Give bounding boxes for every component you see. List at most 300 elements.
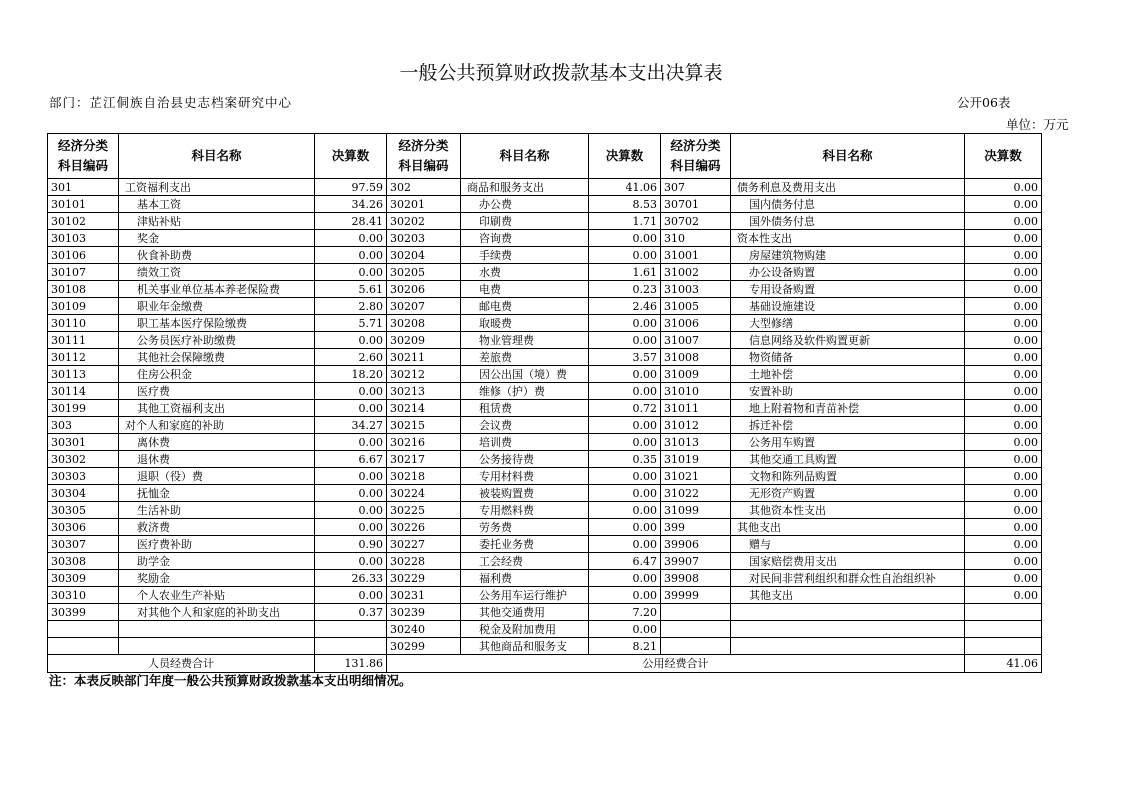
public-total-label: 公用经费合计 xyxy=(387,655,965,673)
code-cell: 30302 xyxy=(48,451,119,468)
table-row xyxy=(48,383,1042,400)
name-cell: 医疗费 xyxy=(119,383,315,400)
amount-cell: 0.00 xyxy=(589,434,661,451)
name-cell: 信息网络及软件购置更新 xyxy=(731,332,965,349)
code-cell: 30226 xyxy=(387,519,461,536)
code-cell: 301 xyxy=(48,179,119,196)
amount-cell: 0.00 xyxy=(315,264,387,281)
code-cell: 30112 xyxy=(48,349,119,366)
code-cell: 30301 xyxy=(48,434,119,451)
name-cell xyxy=(731,604,965,621)
amount-cell: 0.00 xyxy=(965,264,1042,281)
amount-cell: 0.00 xyxy=(965,434,1042,451)
amount-cell: 34.26 xyxy=(315,196,387,213)
table-row xyxy=(48,179,1042,196)
code-cell: 30114 xyxy=(48,383,119,400)
amount-cell: 26.33 xyxy=(315,570,387,587)
header-amount-3: 决算数 xyxy=(965,134,1042,179)
amount-cell: 0.00 xyxy=(965,315,1042,332)
name-cell: 对民间非营利组织和群众性自治组织补 xyxy=(731,570,965,587)
name-cell: 债务利息及费用支出 xyxy=(731,179,965,196)
amount-cell xyxy=(965,604,1042,621)
name-cell: 咨询费 xyxy=(461,230,589,247)
name-cell: 劳务费 xyxy=(461,519,589,536)
code-cell: 31021 xyxy=(661,468,731,485)
table-row xyxy=(48,400,1042,417)
name-cell: 伙食补助费 xyxy=(119,247,315,264)
code-cell: 30308 xyxy=(48,553,119,570)
name-cell: 生活补助 xyxy=(119,502,315,519)
code-cell: 30108 xyxy=(48,281,119,298)
code-cell: 30224 xyxy=(387,485,461,502)
name-cell: 无形资产购置 xyxy=(731,485,965,502)
amount-cell: 0.00 xyxy=(965,587,1042,604)
name-cell xyxy=(119,621,315,638)
amount-cell xyxy=(315,638,387,655)
footnote: 注：本表反映部门年度一般公共预算财政拨款基本支出明细情况。 xyxy=(49,673,412,688)
amount-cell: 0.00 xyxy=(589,485,661,502)
amount-cell: 0.00 xyxy=(965,400,1042,417)
name-cell: 其他交通工具购置 xyxy=(731,451,965,468)
amount-cell: 2.60 xyxy=(315,349,387,366)
code-cell: 30199 xyxy=(48,400,119,417)
code-cell: 30101 xyxy=(48,196,119,213)
name-cell: 专用材料费 xyxy=(461,468,589,485)
code-cell: 31005 xyxy=(661,298,731,315)
code-cell: 30215 xyxy=(387,417,461,434)
code-cell: 30202 xyxy=(387,213,461,230)
code-cell: 30206 xyxy=(387,281,461,298)
amount-cell: 0.00 xyxy=(589,519,661,536)
name-cell: 助学金 xyxy=(119,553,315,570)
name-cell xyxy=(119,638,315,655)
name-cell: 水费 xyxy=(461,264,589,281)
code-cell: 31006 xyxy=(661,315,731,332)
name-cell: 抚恤金 xyxy=(119,485,315,502)
code-cell: 31019 xyxy=(661,451,731,468)
code-cell: 31022 xyxy=(661,485,731,502)
name-cell xyxy=(731,638,965,655)
name-cell: 办公设备购置 xyxy=(731,264,965,281)
public-total-value: 41.06 xyxy=(965,655,1042,673)
code-cell: 30207 xyxy=(387,298,461,315)
amount-cell: 1.61 xyxy=(589,264,661,281)
code-cell: 30204 xyxy=(387,247,461,264)
name-cell: 资本性支出 xyxy=(731,230,965,247)
amount-cell: 0.00 xyxy=(589,621,661,638)
table-body xyxy=(48,179,1042,655)
table-row xyxy=(48,604,1042,621)
code-cell: 39907 xyxy=(661,553,731,570)
amount-cell: 0.00 xyxy=(315,247,387,264)
name-cell: 奖金 xyxy=(119,230,315,247)
code-cell: 30209 xyxy=(387,332,461,349)
name-cell: 其他支出 xyxy=(731,519,965,536)
amount-cell: 0.90 xyxy=(315,536,387,553)
code-cell: 30110 xyxy=(48,315,119,332)
amount-cell: 0.00 xyxy=(589,468,661,485)
code-cell: 30309 xyxy=(48,570,119,587)
amount-cell: 6.47 xyxy=(589,553,661,570)
amount-cell: 0.00 xyxy=(589,247,661,264)
amount-cell: 5.71 xyxy=(315,315,387,332)
code-cell: 30702 xyxy=(661,213,731,230)
code-cell: 30304 xyxy=(48,485,119,502)
name-cell: 工会经费 xyxy=(461,553,589,570)
name-cell: 地上附着物和青苗补偿 xyxy=(731,400,965,417)
name-cell: 印刷费 xyxy=(461,213,589,230)
name-cell: 电费 xyxy=(461,281,589,298)
amount-cell: 0.00 xyxy=(315,553,387,570)
name-cell: 专用设备购置 xyxy=(731,281,965,298)
name-cell: 其他社会保障缴费 xyxy=(119,349,315,366)
code-cell: 31007 xyxy=(661,332,731,349)
code-cell: 30231 xyxy=(387,587,461,604)
table-row xyxy=(48,502,1042,519)
name-cell: 基础设施建设 xyxy=(731,298,965,315)
department-label: 部门：芷江侗族自治县史志档案研究中心 xyxy=(49,95,293,110)
code-cell: 30205 xyxy=(387,264,461,281)
code-cell: 303 xyxy=(48,417,119,434)
amount-cell: 0.00 xyxy=(589,315,661,332)
name-cell: 其他工资福利支出 xyxy=(119,400,315,417)
name-cell: 维修（护）费 xyxy=(461,383,589,400)
name-cell: 其他交通费用 xyxy=(461,604,589,621)
code-cell: 30225 xyxy=(387,502,461,519)
amount-cell: 0.23 xyxy=(589,281,661,298)
table-row xyxy=(48,434,1042,451)
header-name-3: 科目名称 xyxy=(731,134,965,179)
name-cell: 国外债务付息 xyxy=(731,213,965,230)
amount-cell: 0.35 xyxy=(589,451,661,468)
table-header-row xyxy=(48,134,1042,179)
amount-cell: 0.00 xyxy=(965,298,1042,315)
name-cell: 绩效工资 xyxy=(119,264,315,281)
name-cell: 离休费 xyxy=(119,434,315,451)
amount-cell: 0.00 xyxy=(315,519,387,536)
amount-cell: 0.00 xyxy=(965,519,1042,536)
code-cell: 30239 xyxy=(387,604,461,621)
table-row xyxy=(48,366,1042,383)
amount-cell: 0.00 xyxy=(965,281,1042,298)
amount-cell: 0.00 xyxy=(315,587,387,604)
name-cell: 其他支出 xyxy=(731,587,965,604)
name-cell: 退休费 xyxy=(119,451,315,468)
code-cell: 31009 xyxy=(661,366,731,383)
name-cell: 安置补助 xyxy=(731,383,965,400)
code-cell: 30305 xyxy=(48,502,119,519)
table-row xyxy=(48,264,1042,281)
code-cell: 310 xyxy=(661,230,731,247)
table-row xyxy=(48,485,1042,502)
amount-cell: 0.00 xyxy=(315,485,387,502)
table-row xyxy=(48,417,1042,434)
code-cell xyxy=(661,638,731,655)
code-cell xyxy=(661,621,731,638)
code-cell xyxy=(661,604,731,621)
code-cell: 30201 xyxy=(387,196,461,213)
amount-cell: 0.00 xyxy=(965,230,1042,247)
code-cell: 30299 xyxy=(387,638,461,655)
amount-cell: 0.00 xyxy=(965,349,1042,366)
code-cell: 30701 xyxy=(661,196,731,213)
amount-cell: 0.00 xyxy=(589,536,661,553)
amount-cell: 0.00 xyxy=(315,383,387,400)
code-cell xyxy=(48,638,119,655)
table-row xyxy=(48,213,1042,230)
code-cell: 31003 xyxy=(661,281,731,298)
amount-cell: 0.00 xyxy=(315,434,387,451)
amount-cell: 0.00 xyxy=(965,536,1042,553)
name-cell: 国家赔偿费用支出 xyxy=(731,553,965,570)
amount-cell: 1.71 xyxy=(589,213,661,230)
name-cell: 公务用车运行维护 xyxy=(461,587,589,604)
name-cell: 退职（役）费 xyxy=(119,468,315,485)
amount-cell xyxy=(965,621,1042,638)
name-cell: 委托业务费 xyxy=(461,536,589,553)
amount-cell: 0.00 xyxy=(965,417,1042,434)
amount-cell: 97.59 xyxy=(315,179,387,196)
name-cell: 拆迁补偿 xyxy=(731,417,965,434)
code-cell: 30208 xyxy=(387,315,461,332)
name-cell: 文物和陈列品购置 xyxy=(731,468,965,485)
name-cell: 因公出国（境）费 xyxy=(461,366,589,383)
code-cell: 30213 xyxy=(387,383,461,400)
amount-cell: 0.00 xyxy=(589,587,661,604)
name-cell: 办公费 xyxy=(461,196,589,213)
amount-cell: 0.00 xyxy=(315,400,387,417)
name-cell: 基本工资 xyxy=(119,196,315,213)
code-cell: 30109 xyxy=(48,298,119,315)
header-name-2: 科目名称 xyxy=(461,134,589,179)
name-cell: 租赁费 xyxy=(461,400,589,417)
amount-cell xyxy=(315,621,387,638)
name-cell: 物业管理费 xyxy=(461,332,589,349)
unit-label: 单位：万元 xyxy=(1006,117,1069,132)
header-code-2: 经济分类 科目编码 xyxy=(387,134,461,179)
amount-cell: 18.20 xyxy=(315,366,387,383)
name-cell xyxy=(731,621,965,638)
name-cell: 赠与 xyxy=(731,536,965,553)
amount-cell: 28.41 xyxy=(315,213,387,230)
code-cell: 30102 xyxy=(48,213,119,230)
name-cell: 工资福利支出 xyxy=(119,179,315,196)
code-cell: 39999 xyxy=(661,587,731,604)
code-cell: 30228 xyxy=(387,553,461,570)
header-code-3: 经济分类 科目编码 xyxy=(661,134,731,179)
amount-cell: 0.37 xyxy=(315,604,387,621)
code-cell: 39906 xyxy=(661,536,731,553)
totals-row xyxy=(48,655,1042,673)
amount-cell: 0.00 xyxy=(315,502,387,519)
name-cell: 职业年金缴费 xyxy=(119,298,315,315)
amount-cell: 0.00 xyxy=(965,247,1042,264)
code-cell: 31001 xyxy=(661,247,731,264)
header-code-1: 经济分类 科目编码 xyxy=(48,134,119,179)
amount-cell: 0.00 xyxy=(965,332,1042,349)
header-amount-2: 决算数 xyxy=(589,134,661,179)
name-cell: 税金及附加费用 xyxy=(461,621,589,638)
code-cell: 31008 xyxy=(661,349,731,366)
amount-cell: 0.00 xyxy=(965,179,1042,196)
amount-cell: 0.00 xyxy=(965,468,1042,485)
table-row xyxy=(48,349,1042,366)
amount-cell: 0.00 xyxy=(589,366,661,383)
code-cell: 30229 xyxy=(387,570,461,587)
name-cell: 被装购置费 xyxy=(461,485,589,502)
amount-cell: 0.00 xyxy=(315,332,387,349)
name-cell: 职工基本医疗保险缴费 xyxy=(119,315,315,332)
code-cell: 30307 xyxy=(48,536,119,553)
name-cell: 物资储备 xyxy=(731,349,965,366)
amount-cell: 34.27 xyxy=(315,417,387,434)
code-cell: 30240 xyxy=(387,621,461,638)
table-row xyxy=(48,247,1042,264)
name-cell: 其他商品和服务支 xyxy=(461,638,589,655)
code-cell: 30107 xyxy=(48,264,119,281)
amount-cell: 0.00 xyxy=(965,366,1042,383)
amount-cell: 0.00 xyxy=(589,570,661,587)
name-cell: 公务接待费 xyxy=(461,451,589,468)
name-cell: 大型修缮 xyxy=(731,315,965,332)
table-row xyxy=(48,281,1042,298)
name-cell: 奖励金 xyxy=(119,570,315,587)
table-row xyxy=(48,468,1042,485)
name-cell: 公务用车购置 xyxy=(731,434,965,451)
table-row xyxy=(48,638,1042,655)
name-cell: 房屋建筑物购建 xyxy=(731,247,965,264)
name-cell: 公务员医疗补助缴费 xyxy=(119,332,315,349)
name-cell: 住房公积金 xyxy=(119,366,315,383)
table-row xyxy=(48,196,1042,213)
code-cell: 30303 xyxy=(48,468,119,485)
amount-cell: 0.00 xyxy=(589,332,661,349)
table-row xyxy=(48,451,1042,468)
table-row xyxy=(48,230,1042,247)
code-cell: 39908 xyxy=(661,570,731,587)
name-cell: 商品和服务支出 xyxy=(461,179,589,196)
name-cell: 差旅费 xyxy=(461,349,589,366)
name-cell: 其他资本性支出 xyxy=(731,502,965,519)
amount-cell: 2.80 xyxy=(315,298,387,315)
amount-cell: 0.00 xyxy=(965,383,1042,400)
name-cell: 救济费 xyxy=(119,519,315,536)
table-row xyxy=(48,519,1042,536)
name-cell: 国内债务付息 xyxy=(731,196,965,213)
amount-cell: 5.61 xyxy=(315,281,387,298)
code-cell: 30113 xyxy=(48,366,119,383)
table-row xyxy=(48,570,1042,587)
code-cell: 31099 xyxy=(661,502,731,519)
amount-cell: 0.00 xyxy=(589,383,661,400)
amount-cell: 41.06 xyxy=(589,179,661,196)
code-cell: 30211 xyxy=(387,349,461,366)
amount-cell: 6.67 xyxy=(315,451,387,468)
personnel-total-value: 131.86 xyxy=(315,655,387,673)
expenditure-table xyxy=(47,133,1042,673)
amount-cell: 3.57 xyxy=(589,349,661,366)
amount-cell: 0.00 xyxy=(589,417,661,434)
amount-cell: 8.53 xyxy=(589,196,661,213)
amount-cell: 0.00 xyxy=(589,230,661,247)
code-cell: 30212 xyxy=(387,366,461,383)
page-title: 一般公共预算财政拨款基本支出决算表 xyxy=(399,62,723,84)
name-cell: 培训费 xyxy=(461,434,589,451)
code-cell: 30306 xyxy=(48,519,119,536)
name-cell: 对个人和家庭的补助 xyxy=(119,417,315,434)
amount-cell: 8.21 xyxy=(589,638,661,655)
amount-cell: 0.00 xyxy=(965,213,1042,230)
header-amount-1: 决算数 xyxy=(315,134,387,179)
table-row xyxy=(48,587,1042,604)
code-cell: 30216 xyxy=(387,434,461,451)
name-cell: 专用燃料费 xyxy=(461,502,589,519)
code-cell: 30103 xyxy=(48,230,119,247)
name-cell: 会议费 xyxy=(461,417,589,434)
table-row xyxy=(48,332,1042,349)
name-cell: 机关事业单位基本养老保险费 xyxy=(119,281,315,298)
amount-cell: 0.00 xyxy=(965,451,1042,468)
table-row xyxy=(48,315,1042,332)
code-cell: 30399 xyxy=(48,604,119,621)
amount-cell: 0.00 xyxy=(965,196,1042,213)
amount-cell: 7.20 xyxy=(589,604,661,621)
name-cell: 津贴补贴 xyxy=(119,213,315,230)
header-name-1: 科目名称 xyxy=(119,134,315,179)
table-row xyxy=(48,536,1042,553)
amount-cell: 0.00 xyxy=(965,485,1042,502)
code-cell: 30203 xyxy=(387,230,461,247)
amount-cell: 2.46 xyxy=(589,298,661,315)
amount-cell: 0.72 xyxy=(589,400,661,417)
amount-cell: 0.00 xyxy=(315,230,387,247)
table-row xyxy=(48,298,1042,315)
amount-cell xyxy=(965,638,1042,655)
amount-cell: 0.00 xyxy=(589,502,661,519)
name-cell: 土地补偿 xyxy=(731,366,965,383)
code-cell: 31013 xyxy=(661,434,731,451)
name-cell: 取暖费 xyxy=(461,315,589,332)
code-cell: 307 xyxy=(661,179,731,196)
code-cell: 31011 xyxy=(661,400,731,417)
code-cell xyxy=(48,621,119,638)
table-row xyxy=(48,621,1042,638)
name-cell: 邮电费 xyxy=(461,298,589,315)
code-cell: 399 xyxy=(661,519,731,536)
name-cell: 手续费 xyxy=(461,247,589,264)
personnel-total-label: 人员经费合计 xyxy=(48,655,315,673)
code-cell: 30227 xyxy=(387,536,461,553)
code-cell: 31012 xyxy=(661,417,731,434)
code-cell: 30310 xyxy=(48,587,119,604)
amount-cell: 0.00 xyxy=(965,570,1042,587)
code-cell: 30217 xyxy=(387,451,461,468)
code-cell: 30214 xyxy=(387,400,461,417)
name-cell: 个人农业生产补贴 xyxy=(119,587,315,604)
code-cell: 31002 xyxy=(661,264,731,281)
name-cell: 医疗费补助 xyxy=(119,536,315,553)
form-number: 公开06表 xyxy=(957,95,1011,110)
code-cell: 30106 xyxy=(48,247,119,264)
code-cell: 30111 xyxy=(48,332,119,349)
amount-cell: 0.00 xyxy=(965,553,1042,570)
table-row xyxy=(48,553,1042,570)
code-cell: 30218 xyxy=(387,468,461,485)
code-cell: 302 xyxy=(387,179,461,196)
name-cell: 对其他个人和家庭的补助支出 xyxy=(119,604,315,621)
code-cell: 31010 xyxy=(661,383,731,400)
name-cell: 福利费 xyxy=(461,570,589,587)
